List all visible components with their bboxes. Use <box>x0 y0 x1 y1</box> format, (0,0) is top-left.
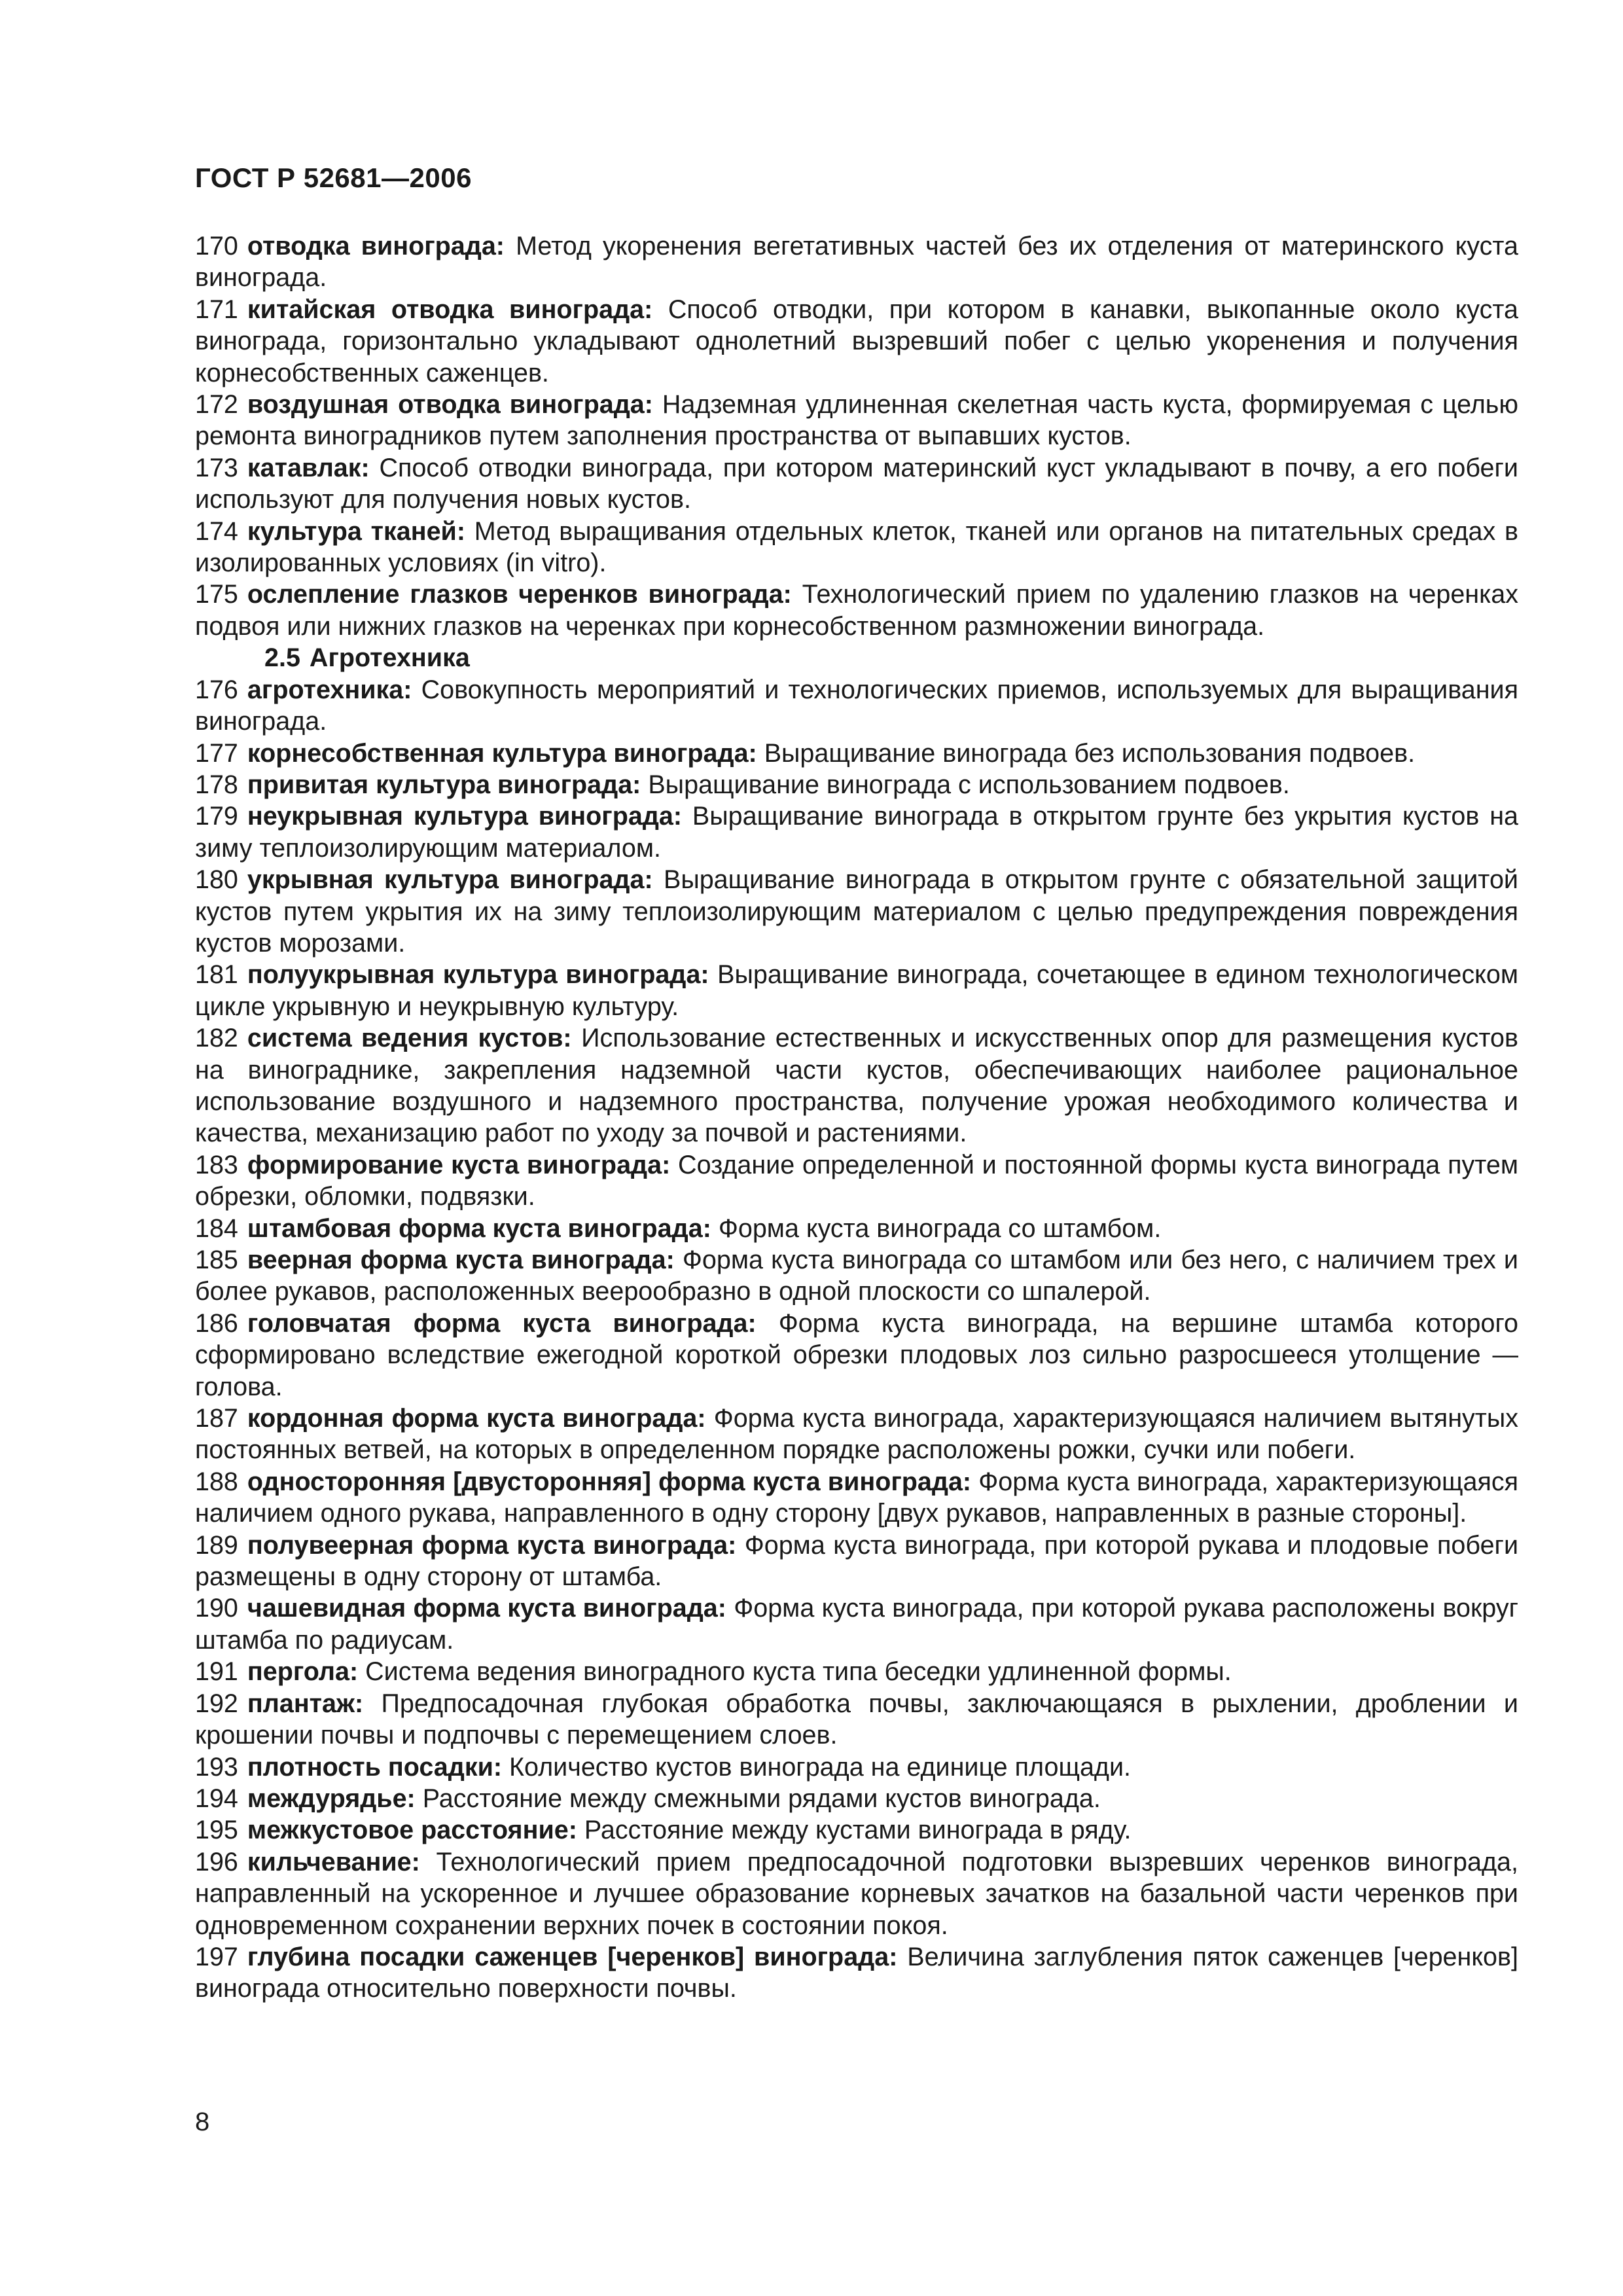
term-entry <box>195 452 1518 516</box>
entry-definition: Технологический прием предпосадочной подготовки вызревших черенков винограда, направленный на ускоренное и лучшее образование корневых зачатков на базальной части черенков при одновременном сохранении верхних почек в состоянии покоя. <box>195 1847 1518 1940</box>
entry-definition: Выращивание винограда без использования подвоев. <box>764 738 1416 768</box>
entry-term: глубина посадки саженцев [черенков] винограда: <box>247 1942 898 1971</box>
entry-number: 172 <box>195 390 238 420</box>
term-entry <box>195 230 1518 294</box>
section-heading <box>195 642 1518 673</box>
entry-term: полувеерная форма куста винограда: <box>247 1530 737 1560</box>
term-entry <box>195 1656 1518 1687</box>
entry-term: привитая культура винограда: <box>247 770 641 799</box>
entry-number: 190 <box>195 1594 238 1623</box>
entry-term: корнесобственная культура винограда: <box>247 738 757 768</box>
entry-term: ослепление глазков черенков винограда: <box>247 580 792 609</box>
entry-number: 194 <box>195 1784 238 1813</box>
entry-term: кильчевание: <box>247 1847 420 1876</box>
entry-definition: Выращивание винограда в открытом грунте без укрытия кустов на зиму теплоизолирующим материалом. <box>195 802 1518 863</box>
term-entry <box>195 1213 1518 1244</box>
entry-term: укрывная культура винограда: <box>247 865 653 895</box>
entry-definition: Технологический прием по удалению глазков на черенках подвоя или нижних глазков на черенках при корнесобственном размножении винограда. <box>195 580 1518 641</box>
entry-number: 170 <box>195 232 238 260</box>
entry-number: 173 <box>195 453 238 482</box>
term-entry <box>195 800 1518 864</box>
entry-number: 195 <box>195 1816 238 1845</box>
entry-definition: Форма куста винограда, при которой рукава и плодовые побеги размещены в одну сторону от штамба. <box>195 1530 1519 1592</box>
term-entry <box>195 1688 1518 1751</box>
term-entry <box>195 1751 1518 1783</box>
entry-number: 192 <box>195 1689 238 1718</box>
entry-definition: Расстояние между кустами винограда в ряду. <box>584 1816 1132 1845</box>
section-number: 2.5 <box>264 643 300 673</box>
term-entry <box>195 1783 1518 1814</box>
page-number: 8 <box>195 2108 210 2136</box>
entry-number: 181 <box>195 960 238 990</box>
term-entry <box>195 674 1518 738</box>
entry-definition: Способ отводки, при котором в канавки, выкопанные около куста винограда, горизонтально укладывают однолетний вызревший побег с целью укоренения и получения корнесобственных саженцев. <box>195 295 1518 387</box>
term-list-after <box>195 674 1518 2005</box>
entry-definition: Форма куста винограда, характеризующаяся наличием вытянутых постоянных ветвей, на которых в определенном порядке расположены рожки, сучки или побеги. <box>195 1404 1518 1465</box>
term-entry <box>195 1308 1518 1403</box>
entry-number: 180 <box>195 865 238 895</box>
entry-definition: Величина заглубления пяток саженцев [черенков] винограда относительно поверхности почвы. <box>195 1942 1518 2003</box>
entry-number: 177 <box>195 738 238 768</box>
entry-number: 175 <box>195 580 238 609</box>
section-title: Агротехника <box>309 643 470 673</box>
entry-term: система ведения кустов: <box>247 1024 572 1053</box>
entry-term: полуукрывная культура винограда: <box>247 960 709 990</box>
entry-definition: Форма куста винограда, на вершине штамба которого сформировано вследствие ежегодной короткой обрезки плодовых лоз сильно разросшееся утолщение — голова. <box>195 1308 1518 1401</box>
term-entry <box>195 1592 1518 1656</box>
entry-number: 182 <box>195 1024 238 1053</box>
term-entry <box>195 1814 1518 1846</box>
entry-term: плотность посадки: <box>247 1752 503 1782</box>
document-body <box>195 230 1518 2005</box>
term-entry <box>195 579 1518 642</box>
term-entry <box>195 1403 1518 1466</box>
term-entry <box>195 1149 1518 1213</box>
entry-number: 183 <box>195 1150 238 1179</box>
entry-term: китайская отводка винограда: <box>247 295 653 324</box>
entry-number: 187 <box>195 1404 238 1433</box>
entry-term: катавлак: <box>247 453 370 482</box>
term-entry <box>195 1941 1518 2005</box>
term-entry <box>195 1244 1518 1308</box>
term-entry <box>195 516 1518 579</box>
entry-number: 179 <box>195 802 238 831</box>
entry-number: 193 <box>195 1752 238 1782</box>
entry-definition: Количество кустов винограда на единице площади. <box>509 1752 1132 1782</box>
entry-definition: Совокупность мероприятий и технологических приемов, используемых для выращивания винограда. <box>195 675 1518 736</box>
entry-term: междурядье: <box>247 1784 416 1813</box>
entry-definition: Выращивание винограда с использованием подвоев. <box>648 770 1290 799</box>
entry-number: 197 <box>195 1942 238 1971</box>
entry-term: культура тканей: <box>247 516 465 546</box>
entry-term: чашевидная форма куста винограда: <box>247 1594 726 1623</box>
term-list-before <box>195 230 1518 642</box>
entry-term: головчатая форма куста винограда: <box>247 1308 757 1338</box>
entry-number: 186 <box>195 1308 238 1338</box>
entry-definition: Форма куста винограда со штамбом. <box>718 1213 1162 1243</box>
entry-number: 185 <box>195 1246 238 1274</box>
entry-definition: Форма куста винограда, при которой рукава расположены вокруг штамба по радиусам. <box>195 1594 1518 1655</box>
entry-term: пергола: <box>247 1657 359 1687</box>
term-entry <box>195 294 1518 389</box>
entry-definition: Форма куста винограда со штамбом или без него, с наличием трех и более рукавов, расположенных веерообразно в одной плоскости со шпалерой. <box>195 1246 1518 1306</box>
term-entry <box>195 389 1518 452</box>
term-entry <box>195 738 1518 769</box>
term-entry <box>195 1846 1518 1941</box>
entry-number: 191 <box>195 1657 238 1687</box>
entry-term: агротехника: <box>247 675 412 704</box>
term-entry <box>195 769 1518 800</box>
term-entry <box>195 1022 1518 1149</box>
entry-term: кордонная форма куста винограда: <box>247 1404 706 1433</box>
entry-term: односторонняя [двусторонняя] форма куста винограда: <box>247 1467 972 1496</box>
entry-term: веерная форма куста винограда: <box>247 1246 675 1274</box>
entry-term: плантаж: <box>247 1689 364 1718</box>
entry-number: 176 <box>195 675 238 704</box>
entry-term: воздушная отводка винограда: <box>247 390 653 420</box>
entry-definition: Метод выращивания отдельных клеток, тканей или органов на питательных средах в изолированных условиях (in vitro). <box>195 516 1518 578</box>
term-entry <box>195 1466 1518 1530</box>
entry-number: 196 <box>195 1847 238 1876</box>
entry-definition: Форма куста винограда, характеризующаяся наличием одного рукава, направленного в одну сторону [двух рукавов, направленных в разные стороны]. <box>195 1467 1518 1528</box>
term-entry <box>195 864 1518 959</box>
term-entry <box>195 959 1518 1022</box>
entry-number: 174 <box>195 516 238 546</box>
entry-definition: Выращивание винограда, сочетающее в едином технологическом цикле укрывную и неукрывную культуру. <box>195 960 1518 1021</box>
entry-term: штамбовая форма куста винограда: <box>247 1213 711 1243</box>
page-title: ГОСТ Р 52681—2006 <box>195 162 472 193</box>
entry-definition: Предпосадочная глубокая обработка почвы, заключающаяся в рыхлении, дроблении и крошении почвы и подпочвы с перемещением слоев. <box>195 1689 1518 1750</box>
entry-number: 184 <box>195 1213 238 1243</box>
entry-number: 178 <box>195 770 238 799</box>
entry-definition: Расстояние между смежными рядами кустов винограда. <box>422 1784 1101 1813</box>
entry-definition: Способ отводки винограда, при котором материнский куст укладывают в почву, а его побеги используют для получения новых кустов. <box>195 453 1518 514</box>
entry-number: 189 <box>195 1530 238 1560</box>
entry-definition: Создание определенной и постоянной формы куста винограда путем обрезки, обломки, подвязки. <box>195 1150 1518 1211</box>
entry-term: неукрывная культура винограда: <box>247 802 683 831</box>
entry-definition: Метод укоренения вегетативных частей без их отделения от материнского куста винограда. <box>195 232 1518 293</box>
entry-number: 171 <box>195 295 238 324</box>
entry-term: межкустовое расстояние: <box>247 1816 577 1845</box>
entry-definition: Использование естественных и искусственных опор для размещения кустов на винограднике, закрепления надземной части кустов, обеспечивающих наиболее рациональное использование воздушного и надземного пространства, получение урожая необходимого количества и качества, механизацию работ по уходу за почвой и растениями. <box>195 1024 1518 1148</box>
entry-number: 188 <box>195 1467 238 1496</box>
entry-definition: Выращивание винограда в открытом грунте с обязательной защитой кустов путем укрытия их на зиму теплоизолирующим материалом с целью предупреждения повреждения кустов морозами. <box>195 865 1518 958</box>
entry-term: формирование куста винограда: <box>247 1150 671 1179</box>
entry-term: отводка винограда: <box>247 232 505 260</box>
term-entry <box>195 1530 1518 1593</box>
entry-definition: Надземная удлиненная скелетная часть куста, формируемая с целью ремонта виноградников путем заполнения пространства от выпавших кустов. <box>195 390 1518 451</box>
entry-definition: Система ведения виноградного куста типа беседки удлиненной формы. <box>365 1657 1232 1687</box>
